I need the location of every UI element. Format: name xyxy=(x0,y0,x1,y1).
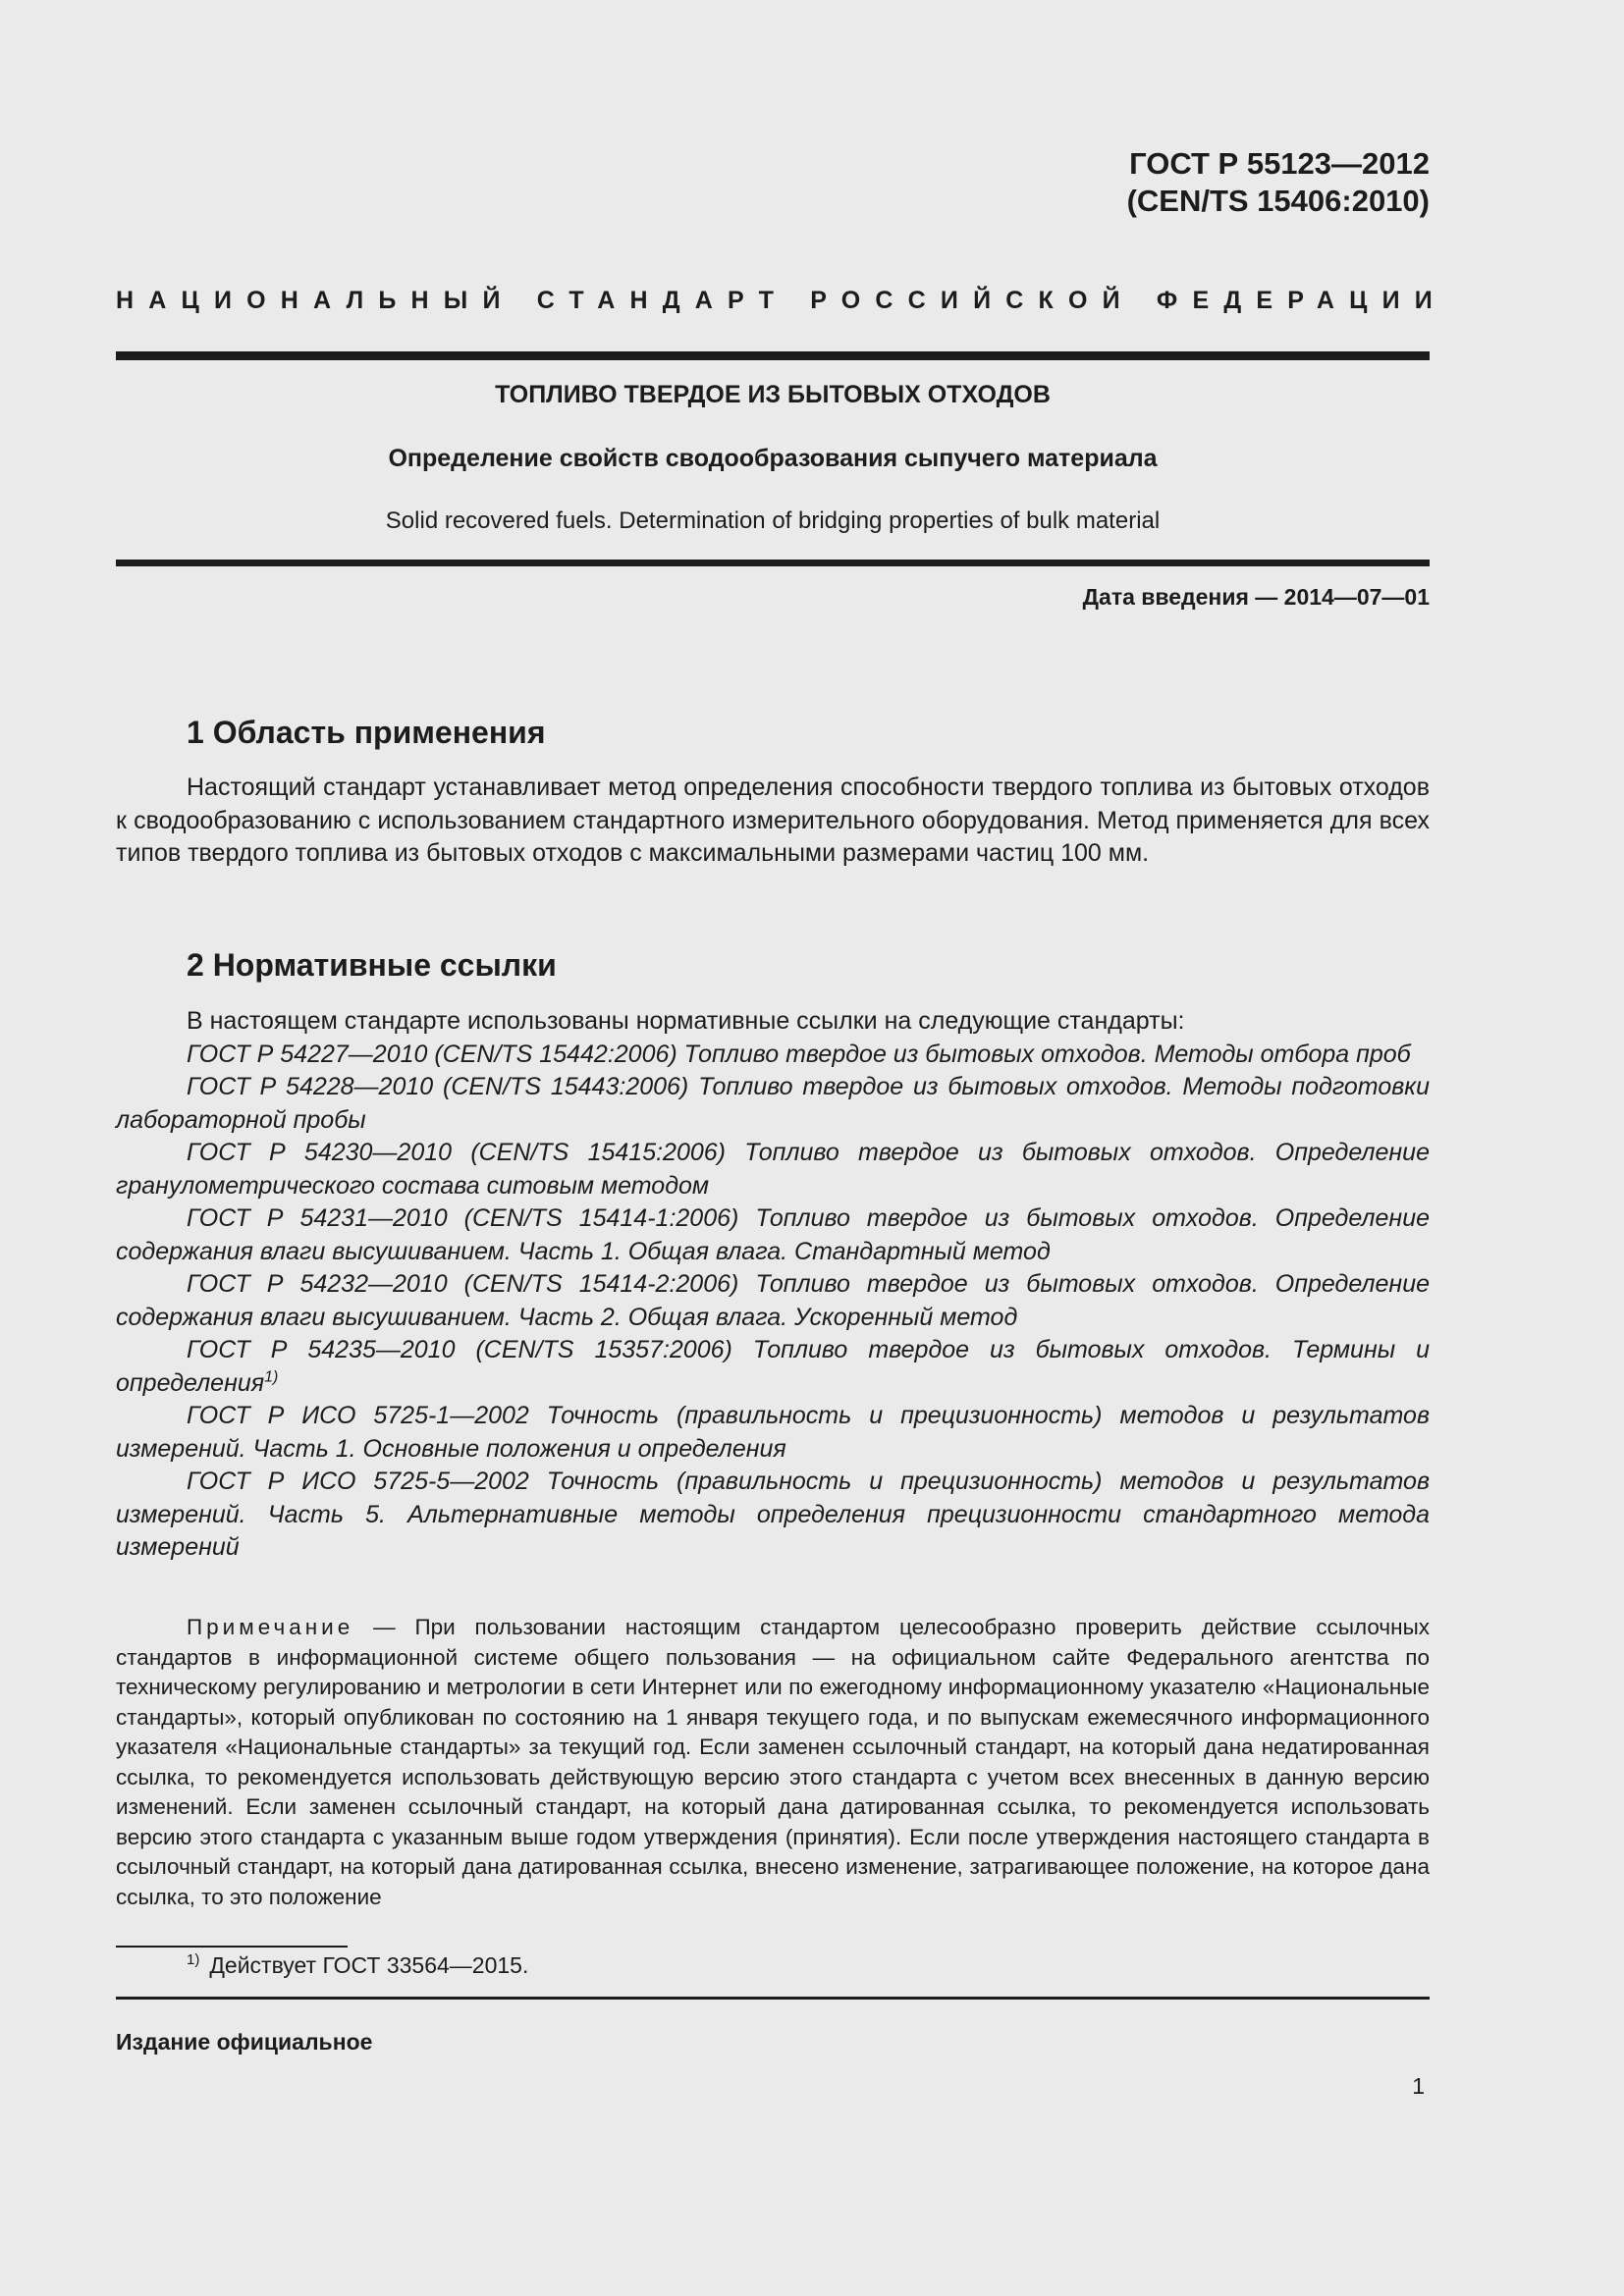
page-number: 1 xyxy=(1412,2073,1425,2099)
footnote-mark: 1) xyxy=(187,1951,200,1969)
reference-item: ГОСТ Р ИСО 5725-1—2002 Точность (правильность и прецизионность) методов и результатов измерений. Часть 1. Основные положения и определения xyxy=(116,1402,1430,1463)
reference-item: ГОСТ Р 54228—2010 (CEN/TS 15443:2006) Топливо твердое из бытовых отходов. Методы подготовки лабораторной пробы xyxy=(116,1073,1430,1134)
footnote-text: Действует ГОСТ 33564—2015. xyxy=(209,1952,529,1978)
references-intro: В настоящем стандарте использованы нормативные ссылки на следующие стандарты: xyxy=(187,1007,1185,1035)
title-bottom-rule xyxy=(116,560,1430,566)
designation-gost: ГОСТ Р 55123—2012 xyxy=(1129,146,1430,181)
official-edition-label: Издание официальное xyxy=(116,2029,373,2055)
title-top-rule xyxy=(116,351,1430,360)
designation-cen: (CEN/TS 15406:2010) xyxy=(1126,184,1430,218)
note-text: — При пользовании настоящим стандартом целесообразно проверить действие ссылочных стандартов в информационной системе общего пользования — на официальном сайте Федерального агентства по техническому регулированию и метрологии в сети Интернет или по ежегодному информационному указателю «Национальные стандарты», который опубликован по состоянию на 1 января текущего года, и по выпускам ежемесячного информационного указателя «Национальные стандарты» за текущий год. Если заменен ссылочный стандарт, на который дана недатированная ссылка, то рекомендуется использовать действующую версию этого стандарта с учетом всех внесенных в данную версию изменений. Если заменен ссылочный стандарт, на который дана датированная ссылка, то рекомендуется использовать версию этого стандарта с указанным выше годом утверждения (принятия). Если после утверждения настоящего стандарта в ссылочный стандарт, на который дана датированная ссылка, внесено изменение, затрагивающее положение, на которое дана ссылка, то это положение xyxy=(116,1615,1430,1909)
reference-item: ГОСТ Р 54232—2010 (CEN/TS 15414-2:2006) Топливо твердое из бытовых отходов. Определение содержания влаги высушиванием. Часть 2. Общая влага. Ускоренный метод xyxy=(116,1270,1430,1331)
national-standard-banner: НАЦИОНАЛЬНЫЙ СТАНДАРТ РОССИЙСКОЙ ФЕДЕРАЦИИ xyxy=(116,287,1447,314)
reference-item: ГОСТ Р 54227—2010 (CEN/TS 15442:2006) Топливо твердое из бытовых отходов. Методы отбора проб xyxy=(187,1040,1411,1068)
document-subtitle: Определение свойств сводообразования сыпучего материала xyxy=(388,445,1158,472)
section-heading-scope: 1 Область применения xyxy=(187,715,546,750)
reference-item-with-footnote xyxy=(116,1334,1430,1400)
document-title: ТОПЛИВО ТВЕРДОЕ ИЗ БЫТОВЫХ ОТХОДОВ xyxy=(495,381,1051,408)
footnote xyxy=(187,1952,528,1979)
scope-paragraph: Настоящий стандарт устанавливает метод определения способности твердого топлива из бытовых отходов к сводообразованию с использованием стандартного измерительного оборудования. Метод применяется для всех типов твердого топлива из бытовых отходов с максимальными размерами частиц 100 мм. xyxy=(116,774,1430,867)
note-label: Примечание xyxy=(187,1615,354,1639)
normative-references xyxy=(116,1005,1430,1565)
standard-designation xyxy=(1127,145,1430,220)
references-note xyxy=(116,1613,1430,1912)
section-heading-references: 2 Нормативные ссылки xyxy=(187,947,557,983)
document-title-english: Solid recovered fuels. Determination of bridging properties of bulk material xyxy=(385,507,1161,534)
reference-item: ГОСТ Р ИСО 5725-5—2002 Точность (правильность и прецизионность) методов и результатов измерений. Часть 5. Альтернативные методы определения прецизионности стандартного метода измерений xyxy=(116,1468,1430,1561)
reference-item: ГОСТ Р 54230—2010 (CEN/TS 15415:2006) Топливо твердое из бытовых отходов. Определение гранулометрического состава ситовым методом xyxy=(116,1139,1430,1200)
footnote-rule xyxy=(116,1946,348,1948)
footer-rule xyxy=(116,1997,1430,2000)
reference-item: ГОСТ Р 54231—2010 (CEN/TS 15414-1:2006) Топливо твердое из бытовых отходов. Определение содержания влаги высушиванием. Часть 1. Общая влага. Стандартный метод xyxy=(116,1204,1430,1265)
footnote-reference-mark[interactable]: 1) xyxy=(264,1368,279,1386)
introduction-date: Дата введения — 2014—07—01 xyxy=(1082,584,1430,610)
reference-text: ГОСТ Р 54235—2010 (CEN/TS 15357:2006) Топливо твердое из бытовых отходов. Термины и определения xyxy=(116,1336,1430,1397)
